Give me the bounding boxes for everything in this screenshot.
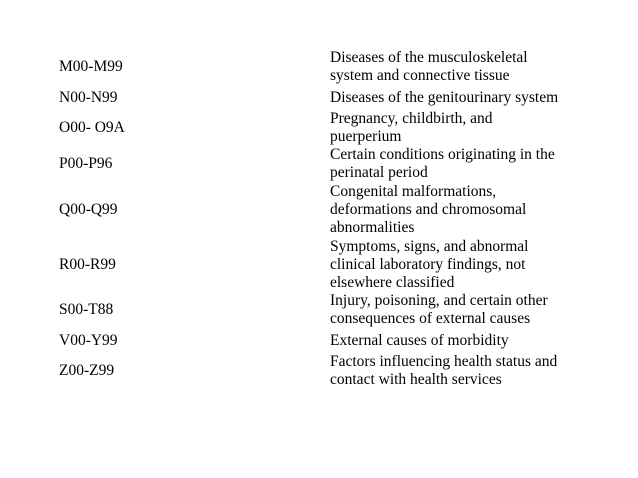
code-range: Q00-Q99 — [59, 200, 118, 218]
code-range: M00-M99 — [59, 58, 123, 75]
code-range: O00- O9A — [59, 119, 125, 136]
table-row — [53, 292, 613, 328]
chapter-description: Factors influencing health status and contact with health services — [330, 353, 558, 388]
chapter-description: Injury, poisoning, and certain other consequences of external causes — [330, 292, 548, 327]
table-row — [53, 49, 613, 85]
chapter-description: Congenital malformations, deformations and chromosomal abnormalities — [330, 182, 527, 236]
code-range: S00-T88 — [59, 301, 114, 318]
chapter-description: Pregnancy, childbirth, and puerperium — [330, 110, 493, 145]
table-row — [53, 85, 613, 110]
code-range: N00-N99 — [59, 88, 118, 106]
code-range: P00-P96 — [59, 155, 113, 172]
table-row — [53, 146, 613, 182]
chapter-description: External causes of morbidity — [330, 331, 509, 349]
table-row — [53, 353, 613, 389]
code-range: V00-Y99 — [59, 331, 118, 349]
chapter-description: Certain conditions originating in the perinatal period — [330, 146, 555, 181]
chapter-description: Diseases of the musculoskeletal system and connective tissue — [330, 49, 528, 84]
table-row — [53, 237, 613, 292]
icd-code-table — [53, 49, 613, 389]
table-row — [53, 182, 613, 237]
code-range: Z00-Z99 — [59, 362, 115, 379]
code-range: R00-R99 — [59, 255, 116, 273]
chapter-description: Symptoms, signs, and abnormal clinical laboratory findings, not elsewhere classified — [330, 237, 529, 291]
chapter-description: Diseases of the genitourinary system — [330, 88, 559, 106]
table-row — [53, 328, 613, 353]
table-row — [53, 110, 613, 146]
